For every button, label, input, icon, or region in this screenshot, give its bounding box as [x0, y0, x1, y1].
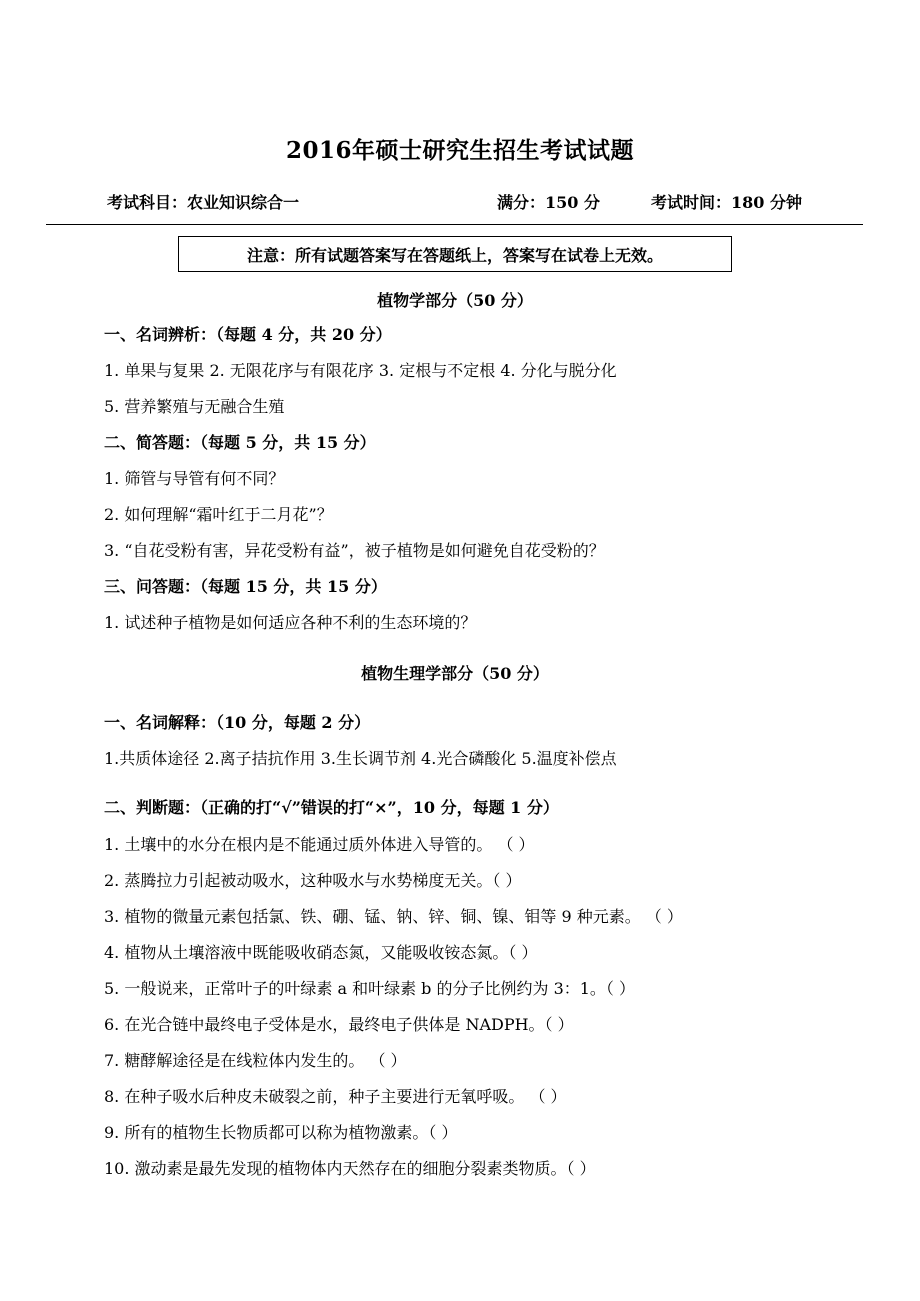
header-divider: [46, 224, 863, 225]
judgement-item-7: 7. 糖酵解途径是在线粒体内发生的。 （ ）: [104, 1051, 407, 1070]
physiology-q1-line: 1.共质体途径 2.离子拮抗作用 3.生长调节剂 4.光合磷酸化 5.温度补偿点: [104, 749, 617, 768]
judgement-item-3: 3. 植物的微量元素包括氯、铁、硼、锰、钠、锌、铜、镍、钼等 9 种元素。 （ ）: [104, 907, 683, 926]
notice-box: [178, 236, 732, 272]
botany-q1-line-2: 5. 营养繁殖与无融合生殖: [104, 397, 285, 416]
judgement-item-8: 8. 在种子吸水后种皮未破裂之前，种子主要进行无氧呼吸。 （ ）: [104, 1087, 567, 1106]
exam-title: 2016年硕士研究生招生考试试题: [285, 137, 634, 164]
botany-q1-line-1: 1. 单果与复果 2. 无限花序与有限花序 3. 定根与不定根 4. 分化与脱分化: [104, 361, 617, 380]
judgement-item-10: 10. 激动素是最先发现的植物体内天然存在的细胞分裂素类物质。（ ）: [104, 1159, 596, 1178]
botany-q2-item-3: 3. “自花受粉有害，异花受粉有益”，被子植物是如何避免自花受粉的？: [104, 541, 605, 560]
botany-q2-item-1: 1. 筛管与导管有何不同？: [104, 469, 285, 488]
botany-q1-title: 一、名词辨析：（每题 4 分，共 20 分）: [104, 325, 392, 344]
botany-q3-title: 三、问答题：（每题 15 分，共 15 分）: [104, 577, 387, 596]
physiology-q2-title: 二、判断题：（正确的打“√”错误的打“×”，10 分，每题 1 分）: [104, 798, 559, 817]
judgement-item-5: 5. 一般说来，正常叶子的叶绿素 a 和叶绿素 b 的分子比例约为 3：1。（ ）: [104, 979, 636, 998]
judgement-item-4: 4. 植物从土壤溶液中既能吸收硝态氮，又能吸收铵态氮。（ ）: [104, 943, 538, 962]
botany-q3-item-1: 1. 试述种子植物是如何适应各种不利的生态环境的？: [104, 613, 477, 632]
physiology-q1-title: 一、名词解释：（10 分，每题 2 分）: [104, 713, 371, 732]
judgement-item-2: 2. 蒸腾拉力引起被动吸水，这种吸水与水势梯度无关。（ ）: [104, 871, 522, 890]
judgement-item-6: 6. 在光合链中最终电子受体是水，最终电子供体是 NADPH。（ ）: [104, 1015, 574, 1034]
judgement-item-1: 1. 土壤中的水分在根内是不能通过质外体进入导管的。 （ ）: [104, 835, 535, 854]
botany-q2-item-2: 2. 如何理解“霜叶红于二月花”？: [104, 505, 333, 524]
physiology-section-title: 植物生理学部分（50 分）: [361, 664, 549, 683]
judgement-item-9: 9. 所有的植物生长物质都可以称为植物激素。（ ）: [104, 1123, 458, 1142]
botany-q2-title: 二、简答题：（每题 5 分，共 15 分）: [104, 433, 376, 452]
exam-subject: 考试科目：农业知识综合一: [107, 193, 300, 212]
notice-text: 注意：所有试题答案写在答题纸上，答案写在试卷上无效。: [246, 245, 663, 265]
full-score: 满分：150 分: [497, 193, 600, 212]
botany-section-title: 植物学部分（50 分）: [377, 291, 533, 310]
exam-time: 考试时间：180 分钟: [651, 193, 802, 212]
